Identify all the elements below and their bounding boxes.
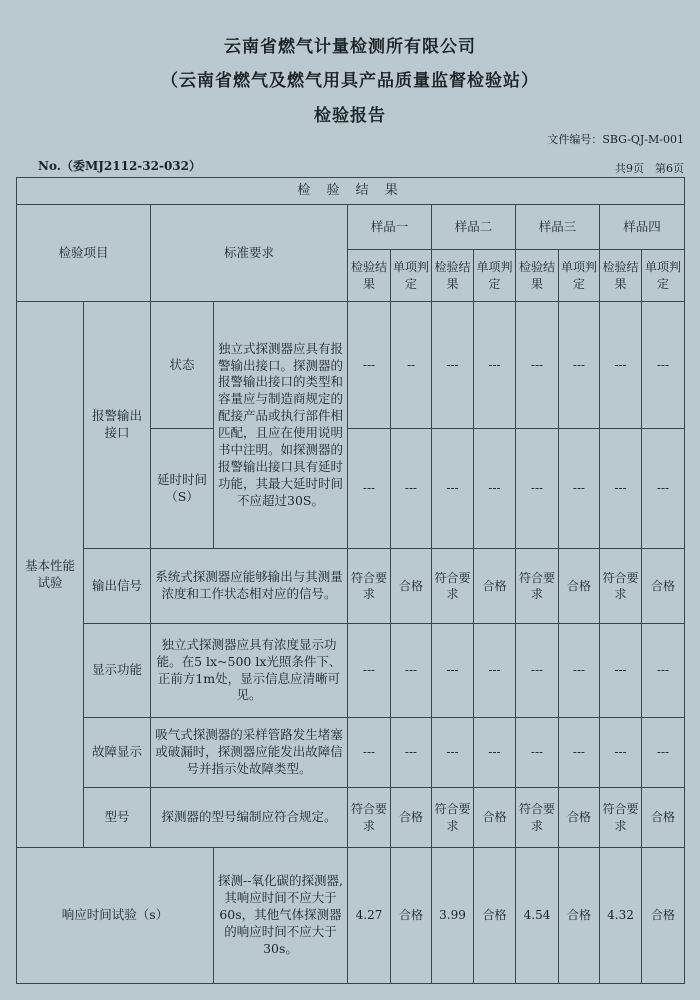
fault-value: --- — [516, 718, 559, 788]
fault-requirement: 吸气式探测器的采样管路发生堵塞或破漏时，探测器应能发出故障信号并指示处故障类型。 — [151, 718, 348, 788]
delay-value: --- — [432, 429, 474, 549]
col-judge: 单项判定 — [391, 250, 432, 302]
model-requirement: 探测器的型号编制应符合规定。 — [151, 788, 348, 848]
report-number: No.（委MJ2112-32-032） — [38, 159, 202, 173]
sample-1-header: 样品一 — [348, 205, 432, 250]
response-value: 4.54 — [516, 848, 559, 984]
results-table — [16, 177, 685, 984]
model-value: 合格 — [642, 788, 685, 848]
file-number: 文件编号：SBG-QJ-M-001 — [547, 133, 684, 146]
model-value: 符合要求 — [600, 788, 642, 848]
model-value: 符合要求 — [516, 788, 559, 848]
fault-value: --- — [391, 718, 432, 788]
item-header: 检验项目 — [17, 205, 151, 302]
display-requirement: 独立式探测器应具有浓度显示功能。在5 lx~500 lx光照条件下、正前方1m处，显示信息应清晰可见。 — [151, 624, 348, 718]
state-value: --- — [432, 302, 474, 429]
response-value: 合格 — [559, 848, 600, 984]
output-signal-label: 输出信号 — [84, 549, 151, 624]
output-value: 合格 — [474, 549, 516, 624]
standard-header: 标准要求 — [151, 205, 348, 302]
delay-value: --- — [600, 429, 642, 549]
response-value: 4.27 — [348, 848, 391, 984]
sample-2-header: 样品二 — [432, 205, 516, 250]
output-value: 合格 — [391, 549, 432, 624]
page-counter: 共9页 第6页 — [615, 162, 684, 175]
col-result: 检验结果 — [516, 250, 559, 302]
col-judge: 单项判定 — [642, 250, 685, 302]
display-value: --- — [516, 624, 559, 718]
fault-value: --- — [642, 718, 685, 788]
model-value: 合格 — [559, 788, 600, 848]
alarm-interface-label: 报警输出接口 — [84, 302, 151, 549]
fault-value: --- — [474, 718, 516, 788]
output-value: 合格 — [559, 549, 600, 624]
response-value: 4.32 — [600, 848, 642, 984]
model-value: 符合要求 — [348, 788, 391, 848]
display-value: --- — [348, 624, 391, 718]
fault-value: --- — [559, 718, 600, 788]
col-result: 检验结果 — [600, 250, 642, 302]
response-requirement: 探测--氧化碳的探测器,其响应时间不应大于60s，其他气体探测器的响应时间不应大于30s。 — [214, 848, 348, 984]
response-value: 合格 — [642, 848, 685, 984]
output-value: 符合要求 — [600, 549, 642, 624]
state-value: --- — [348, 302, 391, 429]
display-function-label: 显示功能 — [84, 624, 151, 718]
col-judge: 单项判定 — [559, 250, 600, 302]
output-requirement: 系统式探测器应能够输出与其测量浓度和工作状态相对应的信号。 — [151, 549, 348, 624]
output-value: 符合要求 — [348, 549, 391, 624]
response-value: 合格 — [474, 848, 516, 984]
results-header: 检 验 结 果 — [17, 178, 685, 205]
fault-value: --- — [600, 718, 642, 788]
org-title: 云南省燃气计量检测所有限公司 — [224, 37, 476, 57]
display-value: --- — [474, 624, 516, 718]
output-value: 符合要求 — [432, 549, 474, 624]
delay-value: --- — [642, 429, 685, 549]
state-value: --- — [559, 302, 600, 429]
display-value: --- — [391, 624, 432, 718]
model-value: 符合要求 — [432, 788, 474, 848]
state-value: -- — [391, 302, 432, 429]
fault-value: --- — [348, 718, 391, 788]
response-value: 3.99 — [432, 848, 474, 984]
display-value: --- — [642, 624, 685, 718]
state-value: --- — [516, 302, 559, 429]
sample-4-header: 样品四 — [600, 205, 685, 250]
fault-display-label: 故障显示 — [84, 718, 151, 788]
display-value: --- — [600, 624, 642, 718]
report-title: 检验报告 — [314, 106, 386, 126]
col-judge: 单项判定 — [474, 250, 516, 302]
delay-value: --- — [391, 429, 432, 549]
alarm-requirement: 独立式探测器应具有报警输出接口。探测器的报警输出接口的类型和容量应与制造商规定的配接产品或执行部件相匹配，且应在使用说明书中注明。如探测器的报警输出接口具有延时功能，其最大延时时间不应超过30S。 — [214, 302, 348, 549]
delay-value: --- — [348, 429, 391, 549]
sub-org-title: （云南省燃气及燃气用具产品质量监督检验站） — [161, 71, 539, 91]
group-basic-performance: 基本性能试验 — [17, 302, 84, 848]
col-result: 检验结果 — [348, 250, 391, 302]
col-result: 检验结果 — [432, 250, 474, 302]
delay-value: --- — [474, 429, 516, 549]
sample-3-header: 样品三 — [516, 205, 600, 250]
delay-value: --- — [516, 429, 559, 549]
response-value: 合格 — [391, 848, 432, 984]
model-label: 型号 — [84, 788, 151, 848]
delay-time-label: 延时时间（S） — [151, 429, 214, 549]
state-value: --- — [642, 302, 685, 429]
output-value: 合格 — [642, 549, 685, 624]
state-label: 状态 — [151, 302, 214, 429]
state-value: --- — [600, 302, 642, 429]
response-time-label: 响应时间试验（s） — [17, 848, 214, 984]
delay-value: --- — [559, 429, 600, 549]
model-value: 合格 — [391, 788, 432, 848]
model-value: 合格 — [474, 788, 516, 848]
output-value: 符合要求 — [516, 549, 559, 624]
fault-value: --- — [432, 718, 474, 788]
display-value: --- — [432, 624, 474, 718]
display-value: --- — [559, 624, 600, 718]
state-value: --- — [474, 302, 516, 429]
